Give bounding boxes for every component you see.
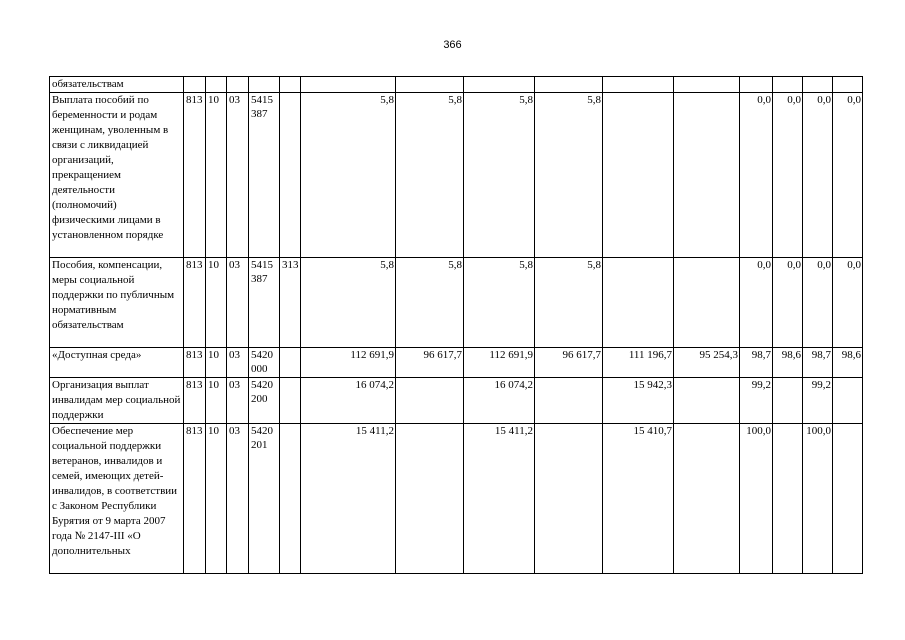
- section-code-cell: 10: [206, 93, 227, 258]
- value-cell-1: [301, 77, 396, 93]
- percent-cell-4: 0,0: [833, 93, 863, 258]
- value-cell-3: 16 074,2: [464, 378, 535, 424]
- section-code-cell: 10: [206, 378, 227, 424]
- table-row: [50, 424, 863, 574]
- value-cell-2: 5,8: [396, 258, 464, 348]
- value-cell-3: [464, 77, 535, 93]
- subsection-code-cell: 03: [227, 424, 249, 574]
- expense-type-code-cell: [280, 348, 301, 378]
- percent-cell-3: 98,7: [803, 348, 833, 378]
- grbs-code-cell: 813: [184, 378, 206, 424]
- percent-cell-2: [773, 77, 803, 93]
- percent-cell-2: 0,0: [773, 93, 803, 258]
- budget-table: [49, 76, 863, 574]
- grbs-code-cell: [184, 77, 206, 93]
- target-item-code-cell: 5415 387: [249, 258, 280, 348]
- percent-cell-4: [833, 378, 863, 424]
- grbs-code-cell: 813: [184, 93, 206, 258]
- value-cell-6: [674, 378, 740, 424]
- percent-cell-1: [740, 77, 773, 93]
- percent-cell-3: 99,2: [803, 378, 833, 424]
- table-row: [50, 93, 863, 258]
- percent-cell-2: 0,0: [773, 258, 803, 348]
- table-row: [50, 77, 863, 93]
- percent-cell-4: 98,6: [833, 348, 863, 378]
- table-row: [50, 258, 863, 348]
- value-cell-3: 5,8: [464, 93, 535, 258]
- value-cell-3: 112 691,9: [464, 348, 535, 378]
- section-code-cell: 10: [206, 348, 227, 378]
- value-cell-3: 15 411,2: [464, 424, 535, 574]
- subsection-code-cell: 03: [227, 378, 249, 424]
- subsection-code-cell: 03: [227, 348, 249, 378]
- percent-cell-3: 0,0: [803, 258, 833, 348]
- subsection-code-cell: 03: [227, 258, 249, 348]
- value-cell-2: 96 617,7: [396, 348, 464, 378]
- value-cell-5: [603, 77, 674, 93]
- percent-cell-1: 98,7: [740, 348, 773, 378]
- percent-cell-1: 100,0: [740, 424, 773, 574]
- percent-cell-2: [773, 424, 803, 574]
- value-cell-6: 95 254,3: [674, 348, 740, 378]
- expense-type-code-cell: [280, 378, 301, 424]
- target-item-code-cell: 5420 201: [249, 424, 280, 574]
- value-cell-4: 96 617,7: [535, 348, 603, 378]
- section-code-cell: [206, 77, 227, 93]
- expense-type-code-cell: [280, 77, 301, 93]
- value-cell-1: 112 691,9: [301, 348, 396, 378]
- value-cell-6: [674, 93, 740, 258]
- value-cell-4: [535, 424, 603, 574]
- value-cell-1: 15 411,2: [301, 424, 396, 574]
- value-cell-4: [535, 378, 603, 424]
- item-name-cell: Организация выплат инвалидам мер социальной поддержки: [50, 378, 184, 424]
- target-item-code-cell: 5420 200: [249, 378, 280, 424]
- page-number: 366: [443, 39, 462, 51]
- value-cell-6: [674, 424, 740, 574]
- section-code-cell: 10: [206, 424, 227, 574]
- percent-cell-3: 100,0: [803, 424, 833, 574]
- percent-cell-1: 0,0: [740, 258, 773, 348]
- value-cell-5: 15 410,7: [603, 424, 674, 574]
- item-name-cell: Выплата пособий по беременности и родам женщинам, уволенным в связи с ликвидацией организаций, прекращением деятельности (полномочий) физическими лицами в установленном порядке: [50, 93, 184, 258]
- value-cell-2: [396, 77, 464, 93]
- percent-cell-1: 0,0: [740, 93, 773, 258]
- section-code-cell: 10: [206, 258, 227, 348]
- value-cell-1: 16 074,2: [301, 378, 396, 424]
- percent-cell-3: 0,0: [803, 93, 833, 258]
- table-body: [50, 77, 863, 574]
- percent-cell-2: [773, 378, 803, 424]
- target-item-code-cell: [249, 77, 280, 93]
- expense-type-code-cell: [280, 424, 301, 574]
- value-cell-2: 5,8: [396, 93, 464, 258]
- value-cell-4: 5,8: [535, 258, 603, 348]
- target-item-code-cell: 5420 000: [249, 348, 280, 378]
- subsection-code-cell: 03: [227, 93, 249, 258]
- value-cell-2: [396, 424, 464, 574]
- value-cell-5: 15 942,3: [603, 378, 674, 424]
- percent-cell-2: 98,6: [773, 348, 803, 378]
- value-cell-4: 5,8: [535, 93, 603, 258]
- percent-cell-4: [833, 77, 863, 93]
- subsection-code-cell: [227, 77, 249, 93]
- value-cell-1: 5,8: [301, 258, 396, 348]
- value-cell-5: [603, 93, 674, 258]
- expense-type-code-cell: [280, 93, 301, 258]
- table-row: [50, 348, 863, 378]
- item-name-cell: обязательствам: [50, 77, 184, 93]
- grbs-code-cell: 813: [184, 348, 206, 378]
- table-row: [50, 378, 863, 424]
- percent-cell-3: [803, 77, 833, 93]
- item-name-cell: Пособия, компенсации, меры социальной поддержки по публичным нормативным обязательствам: [50, 258, 184, 348]
- value-cell-2: [396, 378, 464, 424]
- value-cell-5: [603, 258, 674, 348]
- grbs-code-cell: 813: [184, 258, 206, 348]
- value-cell-4: [535, 77, 603, 93]
- target-item-code-cell: 5415 387: [249, 93, 280, 258]
- item-name-cell: Обеспечение мер социальной поддержки ветеранов, инвалидов и семей, имеющих детей-инвалидов, в соответствии с Законом Республики Бурятия от 9 марта 2007 года № 2147-III «О дополнительных: [50, 424, 184, 574]
- item-name-cell: «Доступная среда»: [50, 348, 184, 378]
- value-cell-3: 5,8: [464, 258, 535, 348]
- value-cell-6: [674, 77, 740, 93]
- expense-type-code-cell: 313: [280, 258, 301, 348]
- value-cell-6: [674, 258, 740, 348]
- percent-cell-4: 0,0: [833, 258, 863, 348]
- value-cell-5: 111 196,7: [603, 348, 674, 378]
- value-cell-1: 5,8: [301, 93, 396, 258]
- percent-cell-4: [833, 424, 863, 574]
- grbs-code-cell: 813: [184, 424, 206, 574]
- percent-cell-1: 99,2: [740, 378, 773, 424]
